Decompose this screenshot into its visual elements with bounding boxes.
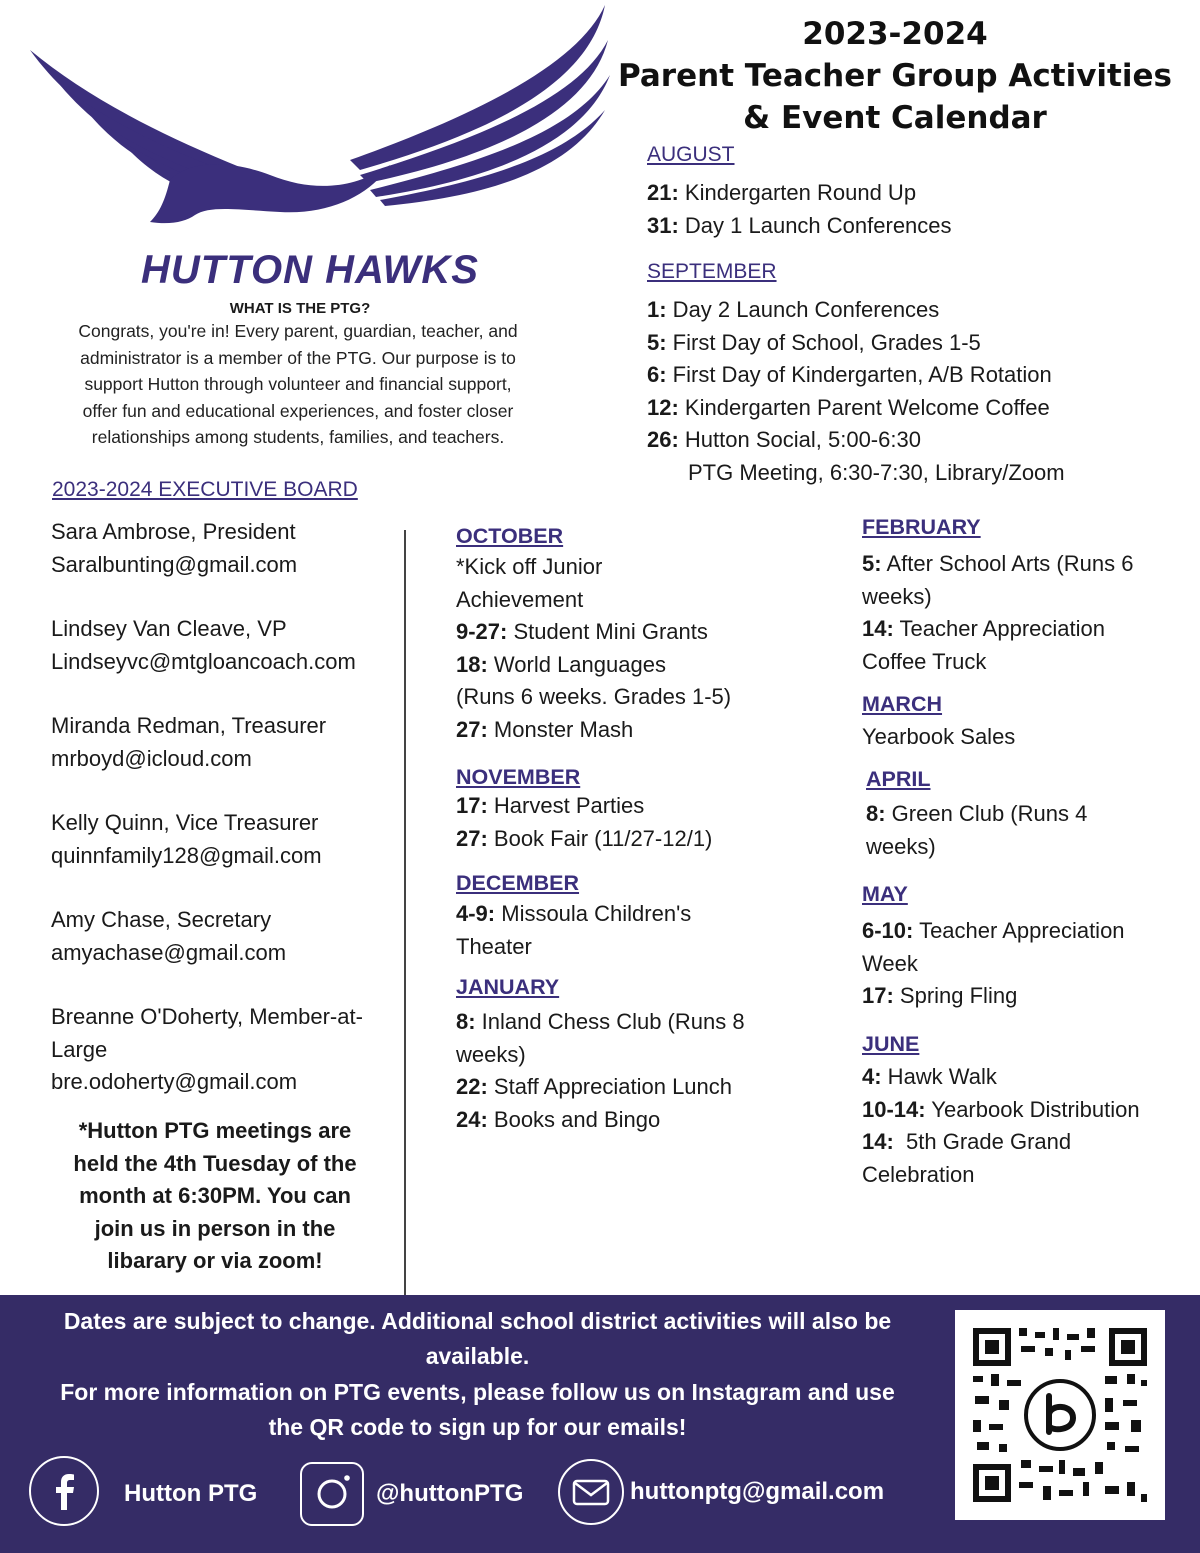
member-email[interactable]: Saralbunting@gmail.com xyxy=(51,551,298,577)
event-item: 8: Inland Chess Club (Runs 8 xyxy=(456,1009,745,1034)
member-email[interactable]: bre.odoherty@gmail.com xyxy=(51,1069,298,1094)
title-sub: & Event Calendar xyxy=(743,100,1047,136)
event-line: *Kick off Junior xyxy=(456,554,603,579)
september-events xyxy=(647,294,1065,489)
event-continuation: weeks) xyxy=(862,583,932,609)
event-item: 4-9: Missoula Children's xyxy=(456,901,692,926)
month-march: MARCH xyxy=(862,692,943,716)
month-june: JUNE xyxy=(862,1032,920,1056)
month-september: SEPTEMBER xyxy=(647,260,777,283)
board-member xyxy=(51,613,391,678)
december-block xyxy=(456,871,776,963)
ptg-line: Congrats, you're in! Every parent, guardian, teacher, and xyxy=(78,321,518,341)
note-line: libarary or via zoom! xyxy=(107,1248,323,1273)
member-email[interactable]: mrboyd@icloud.com xyxy=(51,745,252,771)
event-continuation: Week xyxy=(862,950,918,976)
member-role: Kelly Quinn, Vice Treasurer xyxy=(51,810,319,835)
month-august: AUGUST xyxy=(647,143,735,166)
qr-code-icon xyxy=(955,1310,1165,1520)
event-item: 12: Kindergarten Parent Welcome Coffee xyxy=(647,394,1050,420)
february-block xyxy=(862,515,1182,678)
month-october: OCTOBER xyxy=(456,524,564,548)
event-item: 9-27: Student Mini Grants xyxy=(456,619,708,644)
january-block xyxy=(456,975,776,1136)
title-year: 2023-2024 xyxy=(802,16,988,52)
qr-code[interactable] xyxy=(955,1310,1165,1520)
event-item: 10-14: Yearbook Distribution xyxy=(862,1096,1140,1122)
member-email[interactable]: amyachase@gmail.com xyxy=(51,939,287,965)
instagram-label[interactable]: @huttonPTG xyxy=(376,1480,524,1507)
instagram-icon[interactable] xyxy=(300,1462,364,1526)
event-item: 26: Hutton Social, 5:00-6:30 xyxy=(647,427,921,452)
month-january: JANUARY xyxy=(456,975,560,999)
member-role: Amy Chase, Secretary xyxy=(51,907,272,932)
facebook-icon[interactable] xyxy=(29,1456,99,1526)
member-role: Large xyxy=(51,1036,108,1062)
month-february: FEBRUARY xyxy=(862,515,981,539)
event-line: Achievement xyxy=(456,586,584,612)
may-block xyxy=(862,882,1182,1013)
member-role: Breanne O'Doherty, Member-at- xyxy=(51,1004,363,1029)
event-item: 14: 5th Grade Grand xyxy=(862,1129,1072,1154)
note-line: held the 4th Tuesday of the xyxy=(73,1150,357,1176)
email-label[interactable]: huttonptg@gmail.com xyxy=(630,1478,885,1505)
event-continuation: (Runs 6 weeks. Grades 1-5) xyxy=(456,684,732,709)
event-continuation: PTG Meeting, 6:30-7:30, Library/Zoom xyxy=(688,459,1065,485)
board-member xyxy=(51,516,391,581)
board-member xyxy=(51,904,391,969)
event-item: 27: Book Fair (11/27-12/1) xyxy=(456,825,713,851)
footer-note: available. xyxy=(425,1343,530,1369)
facebook-label[interactable]: Hutton PTG xyxy=(124,1480,258,1507)
ptg-line: relationships among students, families, and teachers. xyxy=(91,427,505,447)
board-member xyxy=(51,807,391,872)
october-block xyxy=(456,524,776,746)
note-line: month at 6:30PM. You can xyxy=(79,1183,351,1208)
event-continuation: Celebration xyxy=(862,1161,975,1187)
meeting-note xyxy=(50,1115,380,1278)
event-continuation: Coffee Truck xyxy=(862,648,987,674)
event-item: 6-10: Teacher Appreciation xyxy=(862,918,1125,943)
november-block xyxy=(456,765,776,855)
footer-note: Dates are subject to change. Additional school district activities will also be xyxy=(63,1308,892,1334)
note-line: join us in person in the xyxy=(94,1215,336,1241)
member-role: Miranda Redman, Treasurer xyxy=(51,713,327,738)
event-item: 18: World Languages xyxy=(456,651,666,677)
ptg-question: WHAT IS THE PTG? xyxy=(229,300,371,317)
member-email[interactable]: Lindseyvc@mtgloancoach.com xyxy=(51,648,356,674)
title-main: Parent Teacher Group Activities xyxy=(618,58,1172,94)
event-item: 17: Spring Fling xyxy=(862,983,1018,1008)
event-item: 5: First Day of School, Grades 1-5 xyxy=(647,329,981,355)
board-member xyxy=(51,1001,391,1099)
hawk-logo xyxy=(20,0,620,250)
event-line: Yearbook Sales xyxy=(862,724,1016,749)
month-december: DECEMBER xyxy=(456,871,580,895)
brand-name: HUTTON HAWKS xyxy=(141,248,479,292)
ptg-line: support Hutton through volunteer and financial support, xyxy=(84,374,512,394)
board-member xyxy=(51,710,391,775)
member-role: Sara Ambrose, President xyxy=(51,519,296,544)
april-block xyxy=(866,767,1186,863)
event-item: 24: Books and Bingo xyxy=(456,1106,661,1132)
event-item: 17: Harvest Parties xyxy=(456,793,645,818)
event-continuation: Theater xyxy=(456,933,532,959)
june-block xyxy=(862,1032,1192,1191)
event-item: 8: Green Club (Runs 4 xyxy=(866,801,1088,826)
event-item: 14: Teacher Appreciation xyxy=(862,616,1105,641)
ptg-line: offer fun and educational experiences, and foster closer xyxy=(82,400,514,421)
event-item: 31: Day 1 Launch Conferences xyxy=(647,212,952,238)
note-line: *Hutton PTG meetings are xyxy=(78,1118,352,1143)
event-continuation: weeks) xyxy=(866,833,936,859)
month-may: MAY xyxy=(862,882,908,906)
event-item: 5: After School Arts (Runs 6 xyxy=(862,551,1134,576)
month-november: NOVEMBER xyxy=(456,765,581,789)
event-item: 6: First Day of Kindergarten, A/B Rotation xyxy=(647,362,1052,387)
event-continuation: weeks) xyxy=(456,1041,526,1067)
event-item: 21: Kindergarten Round Up xyxy=(647,180,917,205)
event-item: 22: Staff Appreciation Lunch xyxy=(456,1074,733,1099)
event-item: 27: Monster Mash xyxy=(456,716,634,742)
footer-note: For more information on PTG events, please follow us on Instagram and use xyxy=(60,1379,895,1405)
column-divider xyxy=(404,530,406,1296)
member-role: Lindsey Van Cleave, VP xyxy=(51,616,287,641)
member-email[interactable]: quinnfamily128@gmail.com xyxy=(51,842,322,868)
mail-icon[interactable] xyxy=(558,1459,624,1525)
footer-note: the QR code to sign up for our emails! xyxy=(268,1414,687,1440)
ptg-line: administrator is a member of the PTG. Our purpose is to xyxy=(80,347,516,368)
month-april: APRIL xyxy=(866,767,931,791)
august-events xyxy=(647,177,952,242)
event-item: 1: Day 2 Launch Conferences xyxy=(647,297,940,322)
event-item: 4: Hawk Walk xyxy=(862,1064,997,1089)
board-title: 2023-2024 EXECUTIVE BOARD xyxy=(52,478,358,501)
march-block xyxy=(862,692,1182,754)
ptg-description xyxy=(48,318,548,451)
